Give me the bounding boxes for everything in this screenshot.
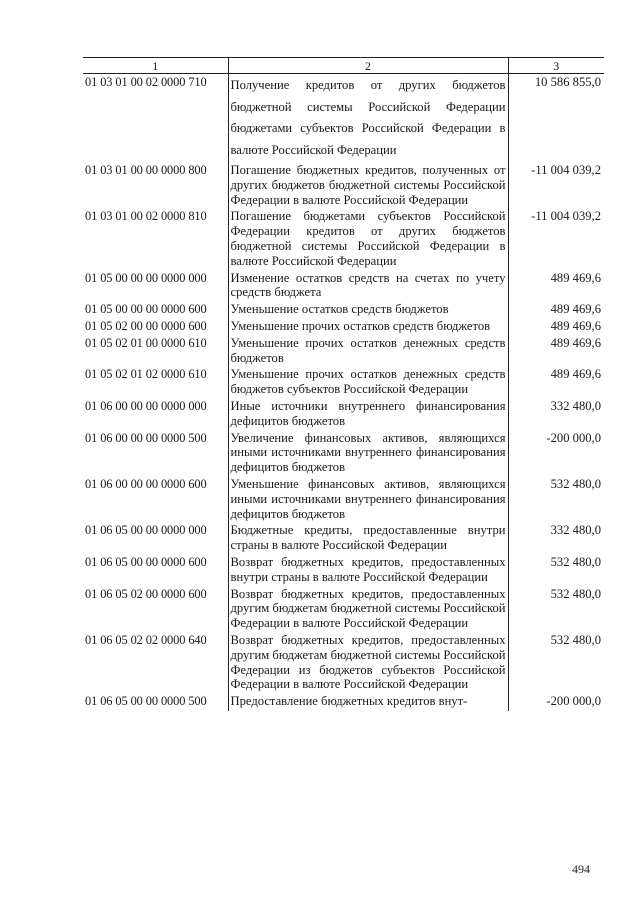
row-code: 01 05 02 00 00 0000 600 xyxy=(85,318,207,333)
row-description: Бюджетные кредиты, предоставленные внутри страны в валюте Российской Федерации xyxy=(228,523,508,555)
row-amount: 489 469,6 xyxy=(508,336,604,368)
row-code: 01 03 01 00 02 0000 810 xyxy=(85,209,207,224)
table-row xyxy=(83,302,604,319)
table-row xyxy=(83,477,604,523)
budget-sources-table xyxy=(83,57,604,711)
row-amount: 489 469,6 xyxy=(508,271,604,303)
row-amount: -11 004 039,2 xyxy=(508,163,604,209)
row-code: 01 03 01 00 00 0000 800 xyxy=(85,163,207,177)
row-code: 01 06 05 00 00 0000 500 xyxy=(85,694,207,709)
row-code: 01 05 02 01 02 0000 610 xyxy=(85,367,207,382)
column-header-code: 1 xyxy=(83,58,228,74)
column-header-amount: 3 xyxy=(508,58,604,74)
row-code: 01 06 00 00 00 0000 000 xyxy=(85,398,207,413)
column-header-description: 2 xyxy=(228,58,508,74)
row-amount: 489 469,6 xyxy=(508,367,604,399)
row-code: 01 05 00 00 00 0000 000 xyxy=(85,270,207,285)
row-description: Погашение бюджетами субъектов Российской Федерации кредитов от других бюджетов бюджетной системы Российской Федерации в валюте Российской Федерации xyxy=(228,209,508,270)
row-code: 01 06 05 02 02 0000 640 xyxy=(85,632,207,647)
table-row xyxy=(83,209,604,270)
page-number: 494 xyxy=(572,862,590,876)
row-amount: 532 480,0 xyxy=(508,633,604,694)
row-amount: -11 004 039,2 xyxy=(508,209,604,270)
row-description: Уменьшение прочих остатков денежных средств бюджетов xyxy=(228,336,508,368)
row-amount: -200 000,0 xyxy=(508,431,604,477)
row-amount: 10 586 855,0 xyxy=(508,74,604,164)
row-amount: 332 480,0 xyxy=(508,399,604,431)
table-row xyxy=(83,319,604,336)
row-code: 01 06 05 02 00 0000 600 xyxy=(85,586,207,601)
row-code: 01 06 00 00 00 0000 600 xyxy=(85,476,207,491)
table-row xyxy=(83,523,604,555)
row-description: Уменьшение финансовых активов, являющихся иными источниками внутреннего финансирования дефицитов бюджетов xyxy=(228,477,508,523)
row-code: 01 06 05 00 00 0000 000 xyxy=(85,523,207,538)
table-row xyxy=(83,399,604,431)
row-description: Уменьшение прочих остатков средств бюджетов xyxy=(228,319,508,336)
row-description: Уменьшение остатков средств бюджетов xyxy=(228,302,508,319)
table-row xyxy=(83,633,604,694)
row-description: Погашение бюджетных кредитов, полученных от других бюджетов бюджетной системы Российской Федерации в валюте Российской Федерации xyxy=(228,163,508,209)
table-row xyxy=(83,587,604,633)
row-description: Возврат бюджетных кредитов, предоставленных другим бюджетам бюджетной системы Российской Федерации в валюте Российской Федерации xyxy=(228,587,508,633)
table-body xyxy=(83,74,604,711)
row-code: 01 06 00 00 00 0000 500 xyxy=(85,430,207,445)
row-code: 01 06 05 00 00 0000 600 xyxy=(85,554,207,569)
table-row xyxy=(83,271,604,303)
row-amount: 332 480,0 xyxy=(508,523,604,555)
row-description: Изменение остатков средств на счетах по учету средств бюджета xyxy=(228,271,508,303)
row-amount: -200 000,0 xyxy=(508,694,604,711)
row-code: 01 03 01 00 02 0000 710 xyxy=(85,75,207,89)
row-description: Предоставление бюджетных кредитов внут- xyxy=(228,694,508,711)
header-row xyxy=(83,58,604,74)
table-row xyxy=(83,555,604,587)
table-row xyxy=(83,694,604,711)
row-description: Получение кредитов от других бюджетов бюджетной системы Российской Федерации бюджетами субъектов Российской Федерации в валюте Российской Федерации xyxy=(228,74,508,164)
row-description: Уменьшение прочих остатков денежных средств бюджетов субъектов Российской Федерации xyxy=(228,367,508,399)
table-row xyxy=(83,336,604,368)
row-code: 01 05 00 00 00 0000 600 xyxy=(85,302,207,317)
table-row xyxy=(83,74,604,164)
table-header xyxy=(83,58,604,74)
row-amount: 489 469,6 xyxy=(508,319,604,336)
row-amount: 489 469,6 xyxy=(508,302,604,319)
row-amount: 532 480,0 xyxy=(508,587,604,633)
row-description: Увеличение финансовых активов, являющихся иными источниками внутреннего финансирования дефицитов бюджетов xyxy=(228,431,508,477)
table-row xyxy=(83,431,604,477)
row-amount: 532 480,0 xyxy=(508,555,604,587)
row-amount: 532 480,0 xyxy=(508,477,604,523)
row-description: Возврат бюджетных кредитов, предоставленных внутри страны в валюте Российской Федерации xyxy=(228,555,508,587)
row-code: 01 05 02 01 00 0000 610 xyxy=(85,335,207,350)
row-description: Возврат бюджетных кредитов, предоставленных другим бюджетам бюджетной системы Российской Федерации из бюджетов субъектов Российской Федерации в валюте Российской Федерации xyxy=(228,633,508,694)
table-row xyxy=(83,367,604,399)
row-description: Иные источники внутреннего финансирования дефицитов бюджетов xyxy=(228,399,508,431)
table-row xyxy=(83,163,604,209)
